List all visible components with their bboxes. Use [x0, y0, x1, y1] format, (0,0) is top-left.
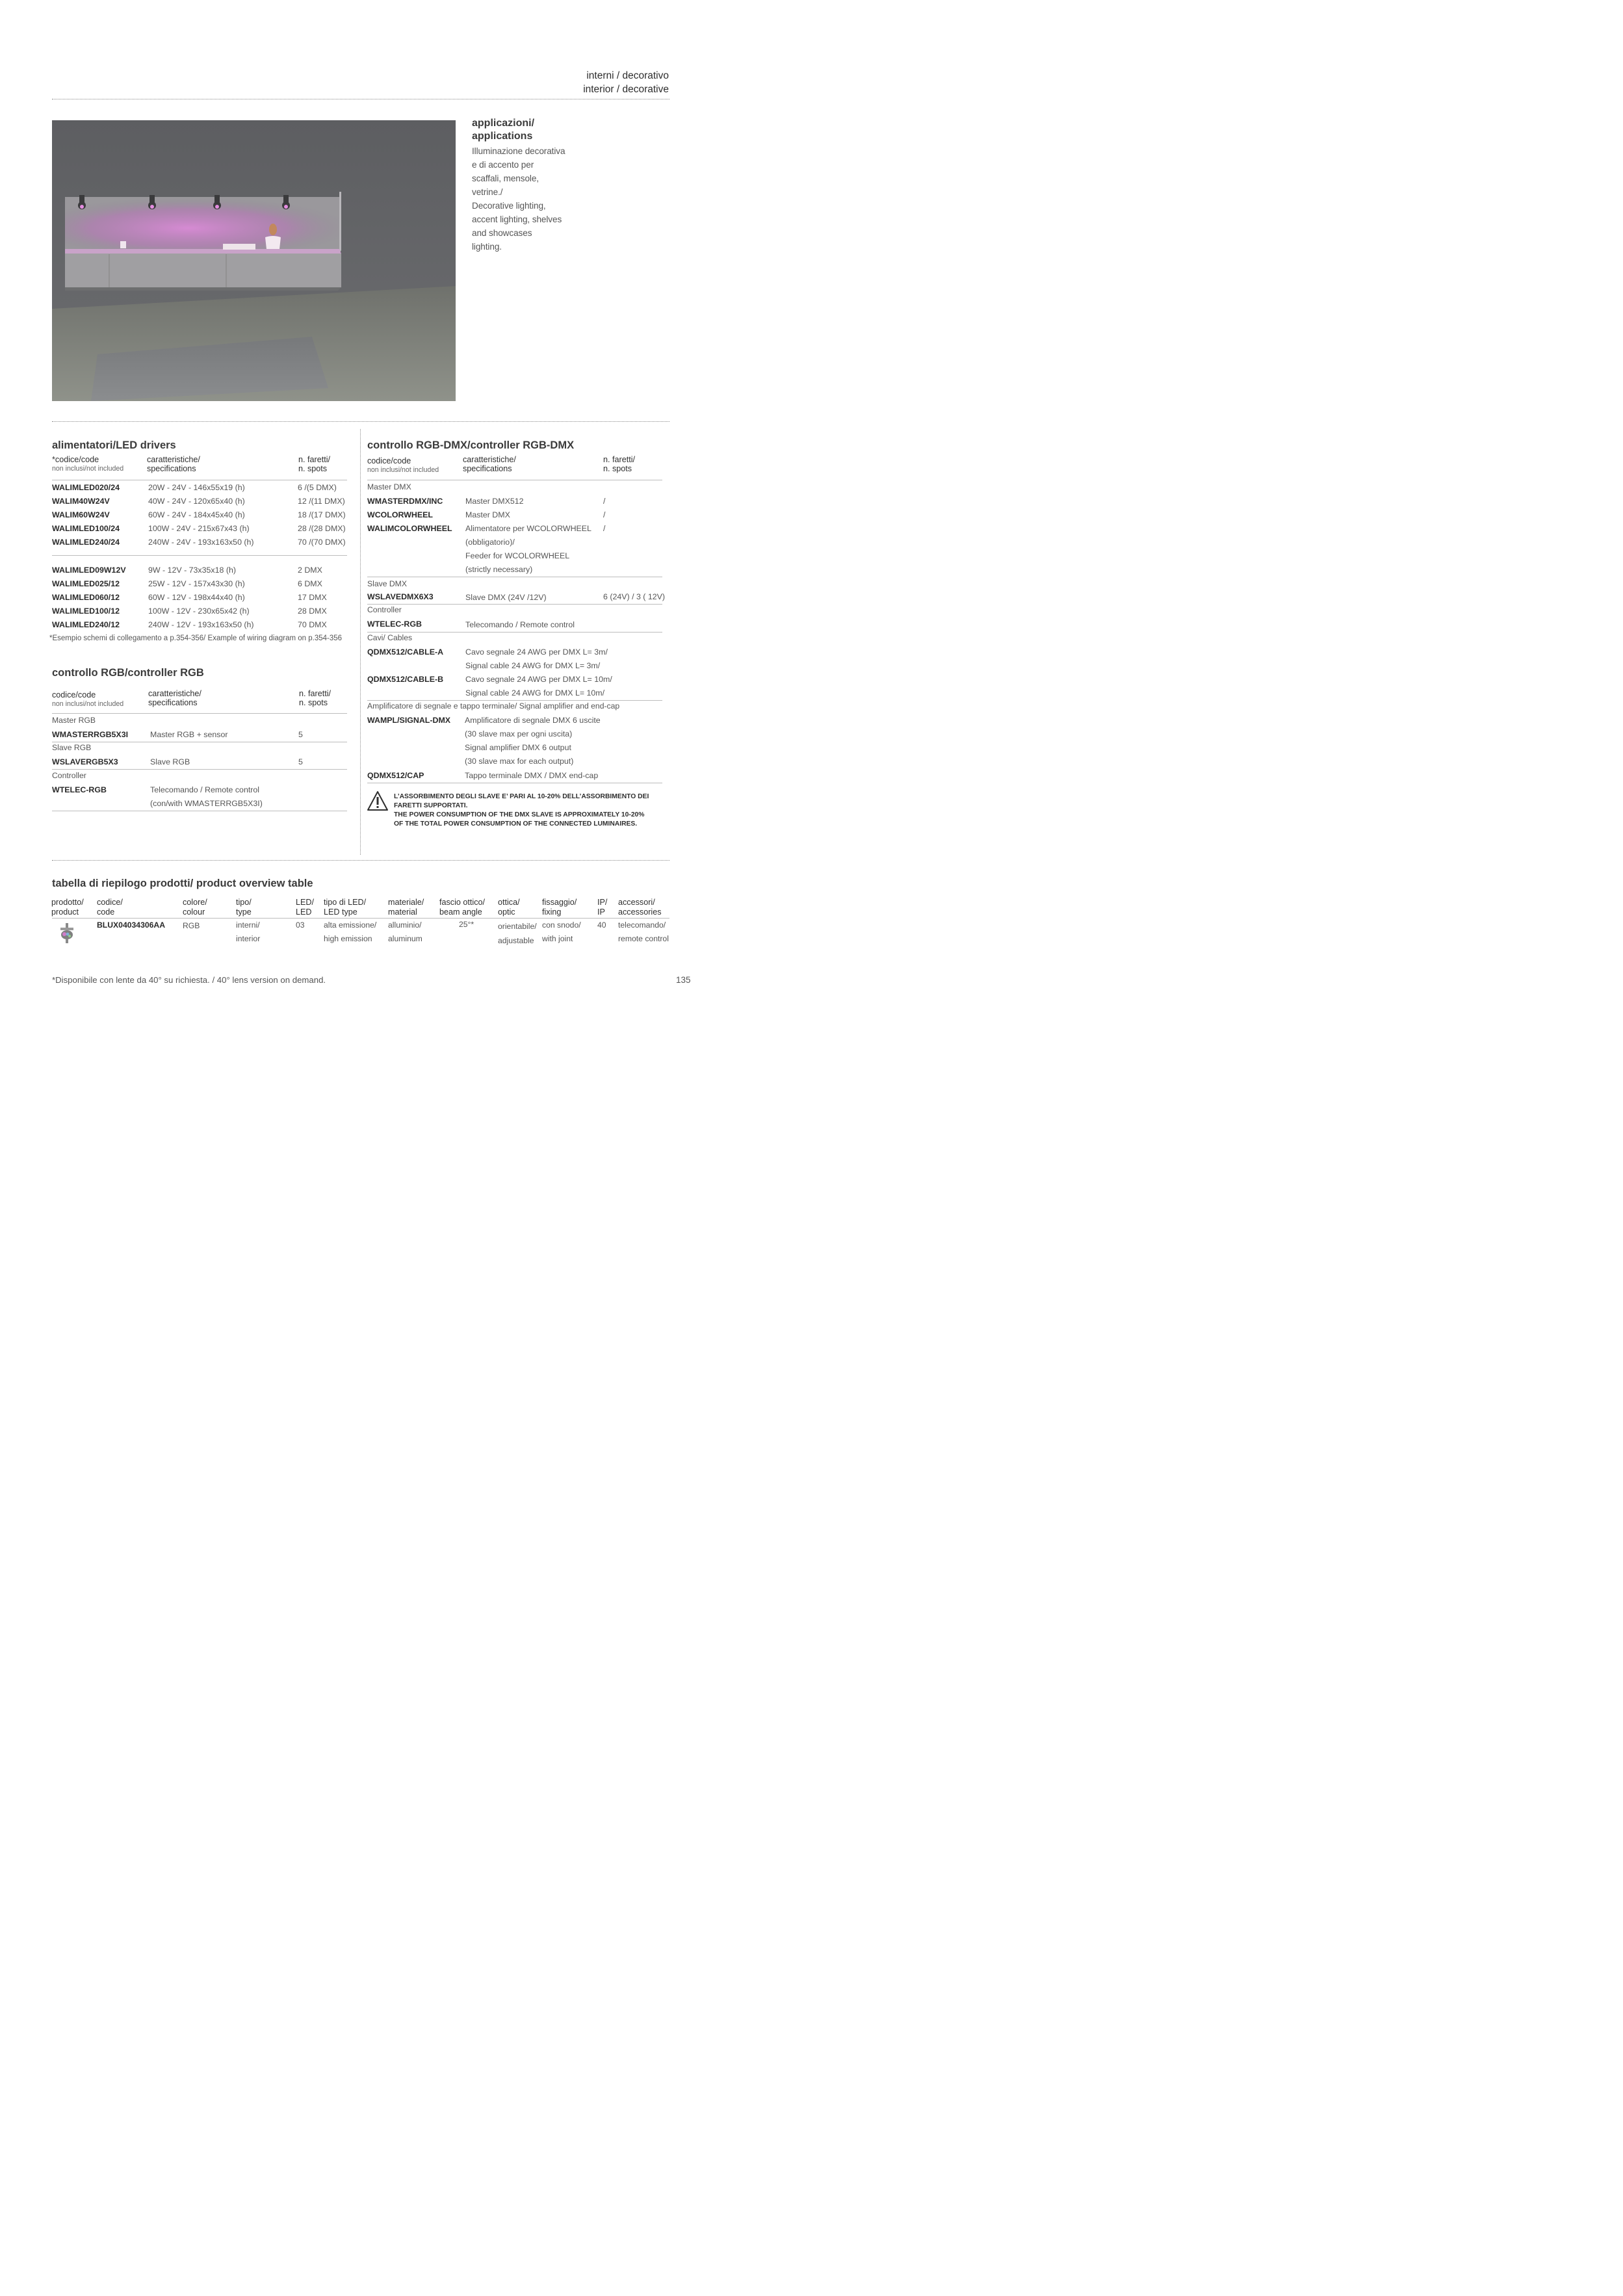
spots-value: 70 DMX — [298, 620, 327, 629]
header-spec: caratteristiche/ — [148, 689, 201, 698]
spec-value: (30 slave max for each output) — [465, 757, 574, 766]
table-row — [52, 495, 347, 508]
table-row — [52, 591, 347, 605]
product-code: QDMX512/CABLE-A — [367, 647, 444, 657]
product-code: WALIMLED100/24 — [52, 524, 120, 533]
category-it: interni / decorativo — [586, 70, 669, 81]
product-code: WSLAVERGB5X3 — [52, 757, 118, 766]
header-spots: n. faretti/ — [298, 455, 330, 464]
table-row — [52, 618, 347, 632]
spec-value: Amplificatore di segnale DMX 6 uscite — [465, 716, 601, 725]
rgb-header-code — [52, 690, 123, 709]
spec-value: Feeder for WCOLORWHEEL — [465, 551, 570, 560]
spotlight-product-icon — [57, 922, 77, 944]
col-header-material — [388, 898, 424, 917]
group-label-slave: Slave DMX — [367, 579, 407, 588]
group-label-controller: Controller — [367, 605, 402, 614]
spots-value: 6 DMX — [298, 579, 322, 588]
header-line: codice/ — [97, 898, 123, 907]
spec-value: Tappo terminale DMX / DMX end-cap — [465, 771, 599, 780]
rgb-header-spots — [299, 689, 331, 707]
spec-value: Master RGB + sensor — [150, 730, 228, 739]
table-row — [367, 495, 662, 508]
drivers-header-code — [52, 455, 123, 473]
table-row — [52, 522, 347, 536]
table-row — [367, 769, 662, 783]
header-line: tipo di LED/ — [324, 898, 367, 907]
shelf-scene-illustration — [52, 120, 456, 401]
cell-line: orientabile/ — [498, 922, 537, 931]
cell-line: con snodo/ — [542, 920, 581, 930]
table-row — [367, 618, 662, 631]
header-line: product — [51, 907, 79, 917]
spots-value: 2 DMX — [298, 566, 322, 575]
header-line: IP/ — [597, 898, 608, 907]
cell-line: alta emissione/ — [324, 920, 377, 930]
drivers-group-rule — [52, 555, 347, 556]
table-row — [52, 564, 347, 577]
warning-line: L’ASSORBIMENTO DEGLI SLAVE E’ PARI AL 10-20% DELL’ASSORBIMENTO DEI — [394, 793, 649, 800]
rgb-title: controllo RGB/controller RGB — [52, 667, 204, 679]
drivers-section — [52, 439, 347, 647]
table-row — [52, 481, 347, 495]
spots-value: 5 — [298, 730, 303, 739]
spec-value: Slave RGB — [150, 757, 190, 766]
drivers-header-spots — [298, 455, 330, 473]
table-row — [52, 605, 347, 618]
table-row-continued — [367, 549, 662, 563]
table-row — [52, 536, 347, 549]
spots-value: 12 /(11 DMX) — [298, 497, 345, 506]
spec-value: Signal cable 24 AWG for DMX L= 10m/ — [465, 688, 605, 698]
header-spec-sub: specifications — [148, 698, 198, 707]
drivers-header-spec — [147, 455, 200, 473]
header-line: fissaggio/ — [542, 898, 577, 907]
group-label-amplifier: Amplificatore di segnale e tappo terminale/ Signal amplifier and end-cap — [367, 701, 620, 711]
group-label-cables: Cavi/ Cables — [367, 633, 413, 642]
table-row — [367, 508, 662, 522]
category-heading — [583, 69, 669, 96]
header-line: optic — [498, 907, 515, 917]
table-row-continued — [367, 727, 662, 741]
spec-value: (con/with WMASTERRGB5X3I) — [150, 799, 263, 808]
product-code: WAMPL/SIGNAL-DMX — [367, 716, 451, 725]
header-line: material — [388, 907, 417, 917]
overview-led-type — [324, 919, 376, 946]
cell-line: with joint — [542, 934, 573, 943]
header-line: fixing — [542, 907, 562, 917]
cell-line: remote control — [618, 934, 669, 943]
spots-value: 28 /(28 DMX) — [298, 524, 346, 533]
page-number: 135 — [676, 975, 691, 985]
col-header-accessories — [618, 898, 662, 917]
table-row-continued — [367, 741, 662, 755]
overview-ip: 40 — [597, 920, 606, 930]
spec-value: Telecomando / Remote control — [465, 620, 575, 629]
header-line: LED type — [324, 907, 357, 917]
header-line: materiale/ — [388, 898, 424, 907]
header-spots-sub: n. spots — [603, 464, 632, 473]
header-line: accessories — [618, 907, 662, 917]
table-row-continued — [367, 659, 662, 673]
spec-value: 60W - 24V - 184x45x40 (h) — [148, 510, 245, 519]
product-code: WALIMLED240/12 — [52, 620, 120, 629]
overview-optic — [498, 919, 537, 948]
overview-code: BLUX04034306AA — [97, 920, 166, 930]
warning-text — [394, 792, 660, 829]
cell-line: alluminio/ — [388, 920, 422, 930]
overview-type — [236, 919, 260, 946]
spots-value: / — [603, 497, 606, 506]
applications-title-en: applications — [472, 131, 533, 142]
spots-value: 5 — [298, 757, 303, 766]
lower-divider — [52, 860, 669, 861]
col-header-beam — [439, 898, 485, 917]
table-row — [367, 590, 666, 604]
product-code: WMASTERRGB5X3I — [52, 730, 129, 739]
spec-value: (30 slave max per ogni uscita) — [465, 729, 573, 738]
header-line: tipo/ — [236, 898, 252, 907]
col-header-led — [296, 898, 314, 917]
cell-line: high emission — [324, 934, 372, 943]
table-row — [52, 577, 347, 591]
header-code: codice/code — [367, 456, 411, 465]
category-en: interior / decorative — [583, 84, 669, 95]
middle-divider — [52, 421, 669, 422]
applications-title — [472, 117, 576, 143]
col-header-type — [236, 898, 252, 917]
spec-value: Cavo segnale 24 AWG per DMX L= 10m/ — [465, 675, 612, 684]
overview-material — [388, 919, 422, 946]
product-code: WALIMLED025/12 — [52, 579, 120, 588]
overview-accessories — [618, 919, 669, 946]
header-line: colore/ — [183, 898, 207, 907]
header-spec-sub: specifications — [147, 464, 196, 473]
table-row — [367, 646, 662, 659]
spots-value: 70 /(70 DMX) — [298, 538, 346, 547]
spots-value: / — [603, 524, 606, 533]
spec-value: 25W - 12V - 157x43x30 (h) — [148, 579, 245, 588]
group-label-slave: Slave RGB — [52, 743, 92, 752]
header-spec: caratteristiche/ — [147, 455, 200, 464]
product-code: WCOLORWHEEL — [367, 510, 433, 519]
spec-value: Telecomando / Remote control — [150, 785, 260, 794]
spots-value: 28 DMX — [298, 607, 327, 616]
cell-line: telecomando/ — [618, 920, 666, 930]
product-code: WALIMLED240/24 — [52, 538, 120, 547]
overview-beam: 25°* — [459, 920, 474, 929]
spec-value: 240W - 24V - 193x163x50 (h) — [148, 538, 254, 547]
wiring-note: *Esempio schemi di collegamento a p.354-356/ Example of wiring diagram on p.354-356 — [49, 634, 343, 642]
header-line: prodotto/ — [51, 898, 84, 907]
group-label-master: Master RGB — [52, 716, 96, 725]
header-line: colour — [183, 907, 205, 917]
row-rule — [52, 769, 347, 770]
cell-line: interior — [236, 934, 261, 943]
product-code: QDMX512/CAP — [367, 771, 424, 780]
overview-title: tabella di riepilogo prodotti/ product overview table — [52, 878, 313, 889]
table-row — [52, 755, 347, 769]
header-code-sub: non inclusi/not included — [52, 465, 124, 473]
dmx-title: controllo RGB-DMX/controller RGB-DMX — [367, 439, 575, 451]
product-code: WMASTERDMX/INC — [367, 497, 443, 506]
spec-value: 240W - 12V - 193x163x50 (h) — [148, 620, 254, 629]
table-row — [367, 522, 662, 536]
applications-line: vetrine./ — [472, 187, 503, 197]
product-code: WALIMLED020/24 — [52, 483, 120, 492]
spec-value: (obbligatorio)/ — [465, 538, 515, 547]
dmx-header-spec — [463, 455, 516, 473]
group-label-master: Master DMX — [367, 482, 411, 491]
spots-value: 6 (24V) / 3 ( 12V) — [603, 592, 666, 601]
dmx-header-code — [367, 456, 439, 475]
header-line: LED/ — [296, 898, 314, 907]
table-row — [367, 673, 662, 686]
warning-icon — [367, 790, 389, 811]
header-line: LED — [296, 907, 312, 917]
applications-line: Illuminazione decorativa — [472, 146, 565, 156]
table-row-continued — [367, 563, 662, 577]
column-divider — [360, 429, 361, 855]
header-line: IP — [597, 907, 605, 917]
applications-line: scaffali, mensole, — [472, 174, 539, 183]
applications-line: accent lighting, shelves — [472, 215, 562, 224]
table-row — [52, 728, 347, 742]
applications-title-it: applicazioni/ — [472, 118, 535, 129]
product-code: WALIMCOLORWHEEL — [367, 524, 452, 533]
header-line: type — [236, 907, 252, 917]
header-spots: n. faretti/ — [603, 455, 635, 464]
product-code: WTELEC-RGB — [367, 620, 422, 629]
header-code-sub: non inclusi/not included — [52, 700, 124, 708]
rgb-header-spec — [148, 689, 201, 707]
rgb-header-rule — [52, 713, 347, 714]
spec-value: Signal cable 24 AWG for DMX L= 3m/ — [465, 661, 601, 670]
spots-value: 17 DMX — [298, 593, 327, 602]
table-row-continued — [367, 755, 662, 768]
product-photo — [52, 120, 456, 401]
spec-value: 9W - 12V - 73x35x18 (h) — [148, 566, 236, 575]
spec-value: Signal amplifier DMX 6 output — [465, 743, 571, 752]
header-spec-sub: specifications — [463, 464, 512, 473]
spec-value: Slave DMX (24V /12V) — [465, 593, 547, 602]
warning-line: THE POWER CONSUMPTION OF THE DMX SLAVE IS APPROXIMATELY 10-20% — [394, 811, 645, 818]
table-row-continued — [367, 536, 662, 549]
product-code: WALIM60W24V — [52, 510, 110, 519]
product-code: WSLAVEDMX6X3 — [367, 592, 434, 601]
spec-value: 20W - 24V - 146x55x19 (h) — [148, 483, 245, 492]
applications-line: e di accento per — [472, 160, 534, 170]
spec-value: Master DMX512 — [465, 497, 524, 506]
header-line: beam angle — [439, 907, 482, 917]
product-code: WTELEC-RGB — [52, 785, 107, 794]
col-header-product — [51, 898, 84, 917]
overview-colour: RGB — [183, 921, 200, 930]
table-row — [367, 714, 662, 727]
col-header-led-type — [324, 898, 366, 917]
header-spots-sub: n. spots — [299, 698, 328, 707]
applications-text — [472, 144, 576, 254]
applications-block — [472, 117, 576, 254]
spec-value: (strictly necessary) — [465, 565, 533, 574]
cell-line: adjustable — [498, 936, 534, 945]
header-line: fascio ottico/ — [439, 898, 485, 907]
warning-line: FARETTI SUPPORTATI. — [394, 802, 468, 809]
spec-value: 60W - 12V - 198x44x40 (h) — [148, 593, 245, 602]
product-code: WALIMLED060/12 — [52, 593, 120, 602]
col-header-fixing — [542, 898, 577, 917]
applications-line: lighting. — [472, 242, 502, 252]
warning-line: OF THE TOTAL POWER CONSUMPTION OF THE CONNECTED LUMINAIRES. — [394, 820, 638, 828]
header-line: accessori/ — [618, 898, 655, 907]
header-code-sub: non inclusi/not included — [367, 466, 439, 474]
header-code: *codice/code — [52, 455, 99, 464]
drivers-title: alimentatori/LED drivers — [52, 439, 176, 451]
spec-value: 100W - 24V - 215x67x43 (h) — [148, 524, 250, 533]
spots-value: 18 /(17 DMX) — [298, 510, 346, 519]
overview-fixing — [542, 919, 581, 946]
header-line: ottica/ — [498, 898, 520, 907]
rgb-section — [52, 667, 347, 811]
header-code: codice/code — [52, 690, 96, 699]
spec-value: 100W - 12V - 230x65x42 (h) — [148, 607, 250, 616]
table-row-continued — [367, 686, 662, 700]
header-line: code — [97, 907, 115, 917]
col-header-ip — [597, 898, 607, 917]
header-spec: caratteristiche/ — [463, 455, 516, 464]
footnote: *Disponibile con lente da 40° su richiesta. / 40° lens version on demand. — [52, 975, 326, 985]
overview-led: 03 — [296, 920, 305, 930]
col-header-optic — [498, 898, 520, 917]
product-code: WALIM40W24V — [52, 497, 110, 506]
applications-line: and showcases — [472, 228, 532, 238]
spots-value: / — [603, 510, 606, 519]
product-code: WALIMLED09W12V — [52, 566, 126, 575]
col-header-colour — [183, 898, 207, 917]
header-spots-sub: n. spots — [298, 464, 328, 473]
table-row — [52, 783, 347, 797]
cell-line: interni/ — [236, 920, 260, 930]
spots-value: 6 /(5 DMX) — [298, 483, 337, 492]
table-row — [52, 508, 347, 522]
spec-value: Alimentatore per WCOLORWHEEL — [465, 524, 591, 533]
spec-value: Master DMX — [465, 510, 510, 519]
dmx-section — [367, 439, 666, 787]
row-rule — [367, 604, 662, 605]
product-code: QDMX512/CABLE-B — [367, 675, 444, 684]
spec-value: Cavo segnale 24 AWG per DMX L= 3m/ — [465, 647, 608, 657]
product-code: WALIMLED100/12 — [52, 607, 120, 616]
group-label-controller: Controller — [52, 771, 86, 780]
cell-line: aluminum — [388, 934, 422, 943]
col-header-code — [97, 898, 123, 917]
applications-line: Decorative lighting, — [472, 201, 546, 211]
dmx-header-spots — [603, 455, 635, 473]
spec-value: 40W - 24V - 120x65x40 (h) — [148, 497, 245, 506]
table-row-continued — [52, 797, 347, 811]
header-spots: n. faretti/ — [299, 689, 331, 698]
